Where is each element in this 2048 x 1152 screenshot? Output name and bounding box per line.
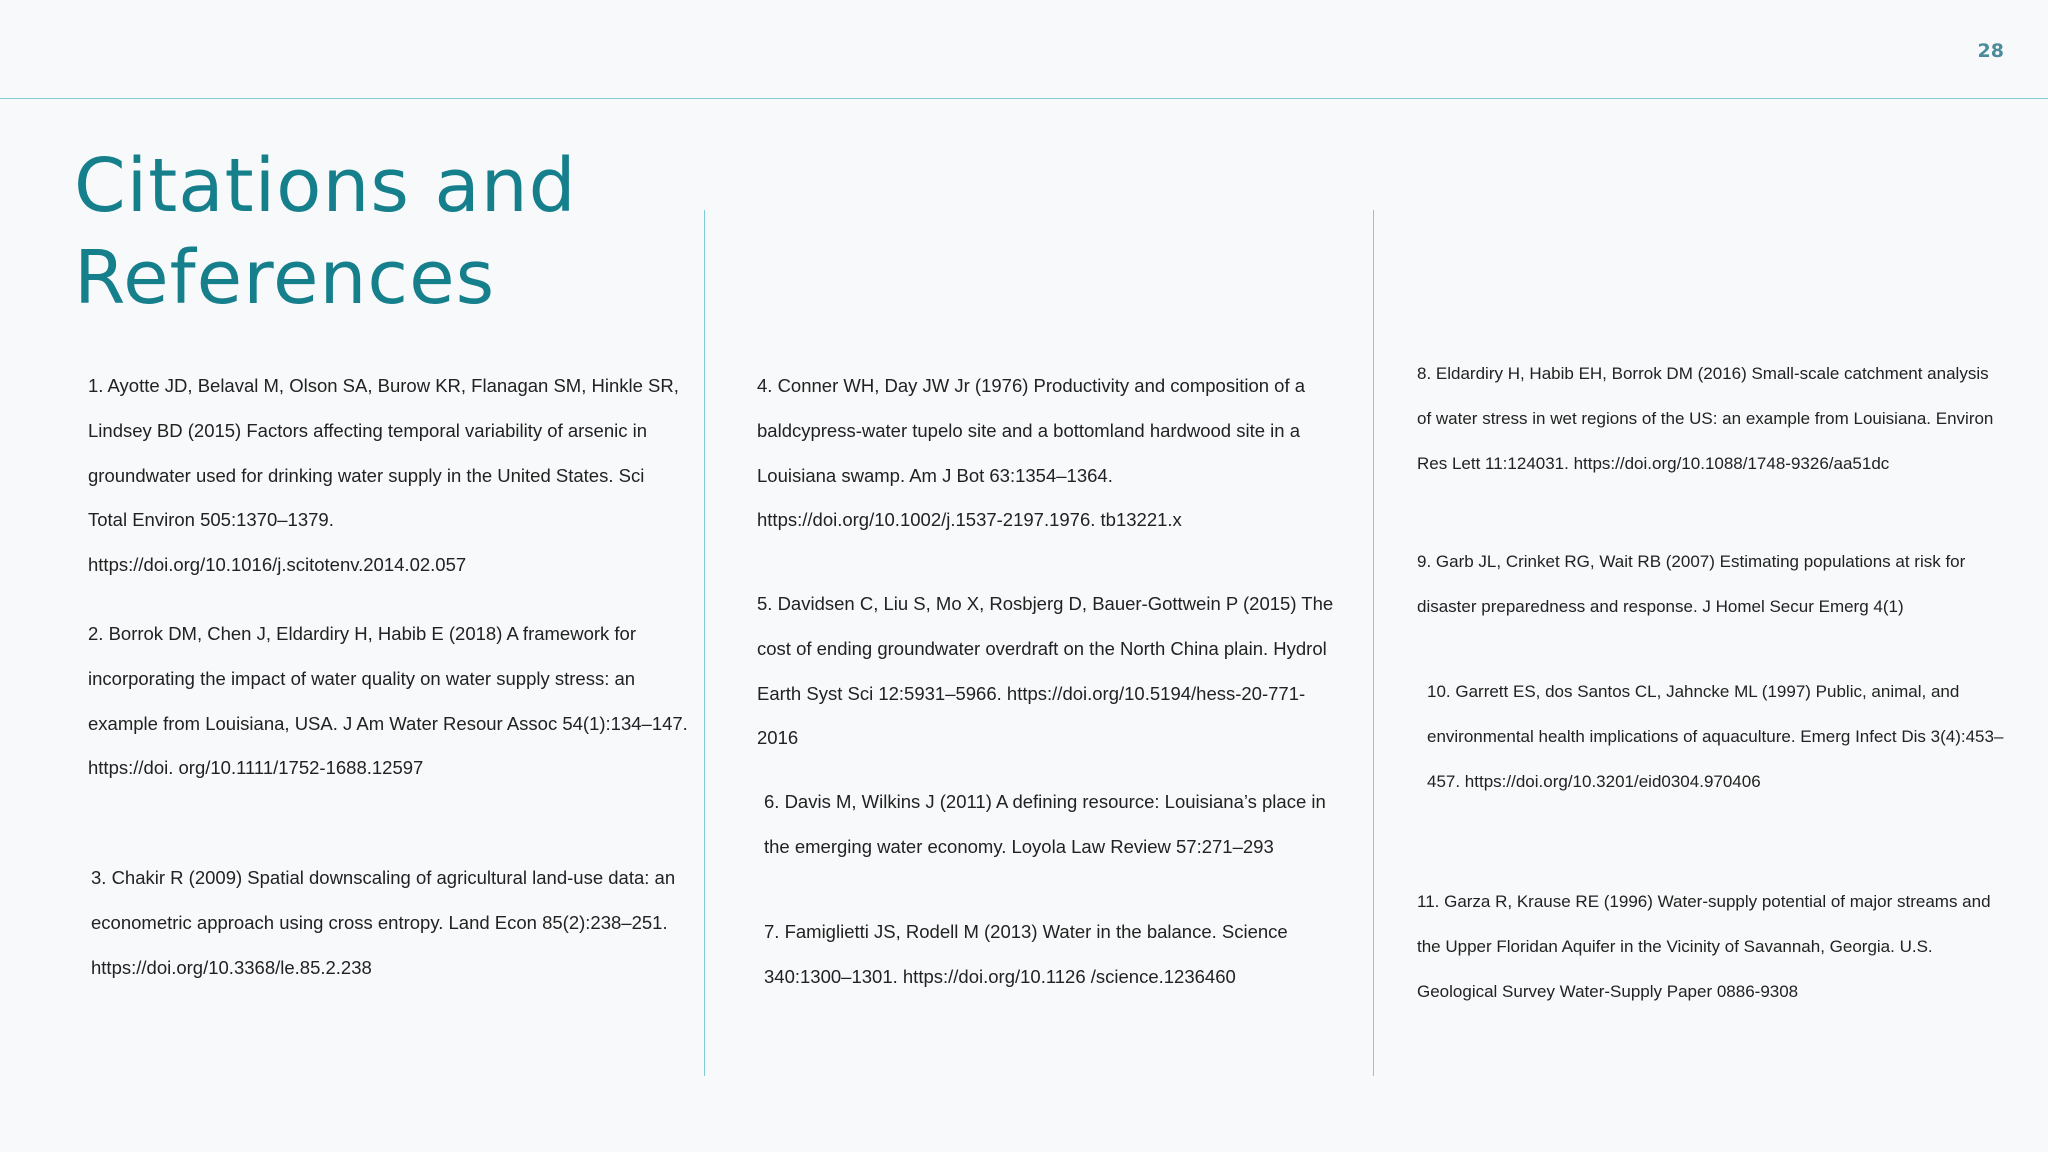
reference-item-7: 7. Famiglietti JS, Rodell M (2013) Water in the balance. Science 340:1300–1301. https://doi.org/10.1126 /science.1236460	[764, 921, 1288, 987]
reference-item-6: 6. Davis M, Wilkins J (2011) A defining resource: Louisiana’s place in the emerging water economy. Loyola Law Review 57:271–293	[764, 791, 1326, 857]
column-divider-right	[1373, 210, 1374, 1076]
reference-item-4: 4. Conner WH, Day JW Jr (1976) Productivity and composition of a baldcypress-water tupelo site and a bottomland hardwood site in a Louisiana swamp. Am J Bot 63:1354–1364. https://doi.org/10.1002/j.1537-2197.1976. tb13221.x	[757, 375, 1306, 531]
reference-item-9: 9. Garb JL, Crinket RG, Wait RB (2007) Estimating populations at risk for disaster preparedness and response. J Homel Secur Emerg 4(1)	[1417, 552, 1966, 616]
reference-item-11: 11. Garza R, Krause RE (1996) Water-supply potential of major streams and the Upper Floridan Aquifer in the Vicinity of Savannah, Georgia. U.S. Geological Survey Water-Supply Paper 0886-9308	[1417, 892, 1991, 1001]
page-number: 28	[1977, 40, 2004, 62]
reference-item-5: 5. Davidsen C, Liu S, Mo X, Rosbjerg D, Bauer-Gottwein P (2015) The cost of ending groundwater overdraft on the North China plain. Hydrol Earth Syst Sci 12:5931–5966. https://doi.org/10.5194/hess-20-771-2016	[757, 593, 1334, 749]
header-divider	[0, 98, 2048, 99]
page-title: Citations and References	[74, 143, 577, 321]
reference-item-1: 1. Ayotte JD, Belaval M, Olson SA, Burow KR, Flanagan SM, Hinkle SR, Lindsey BD (2015) Factors affecting temporal variability of arsenic in groundwater used for drinking water supply in the United States. Sci Total Environ 505:1370–1379. https://doi.org/10.1016/j.scitotenv.2014.02.057	[88, 375, 679, 576]
reference-item-3: 3. Chakir R (2009) Spatial downscaling of agricultural land-use data: an econometric approach using cross entropy. Land Econ 85(2):238–251. https://doi.org/10.3368/le.85.2.238	[91, 867, 676, 978]
column-divider-left	[704, 210, 705, 1076]
reference-item-10: 10. Garrett ES, dos Santos CL, Jahncke ML (1997) Public, animal, and environmental health implications of aquaculture. Emerg Infect Dis 3(4):453–457. https://doi.org/10.3201/eid0304.970406	[1427, 682, 2004, 791]
reference-item-2: 2. Borrok DM, Chen J, Eldardiry H, Habib E (2018) A framework for incorporating the impact of water quality on water supply stress: an example from Louisiana, USA. J Am Water Resour Assoc 54(1):134–147. https://doi. org/10.1111/1752-1688.12597	[88, 623, 688, 779]
reference-item-8: 8. Eldardiry H, Habib EH, Borrok DM (2016) Small-scale catchment analysis of water stress in wet regions of the US: an example from Louisiana. Environ Res Lett 11:124031. https://doi.org/10.1088/1748-9326/aa51dc	[1417, 364, 1994, 473]
